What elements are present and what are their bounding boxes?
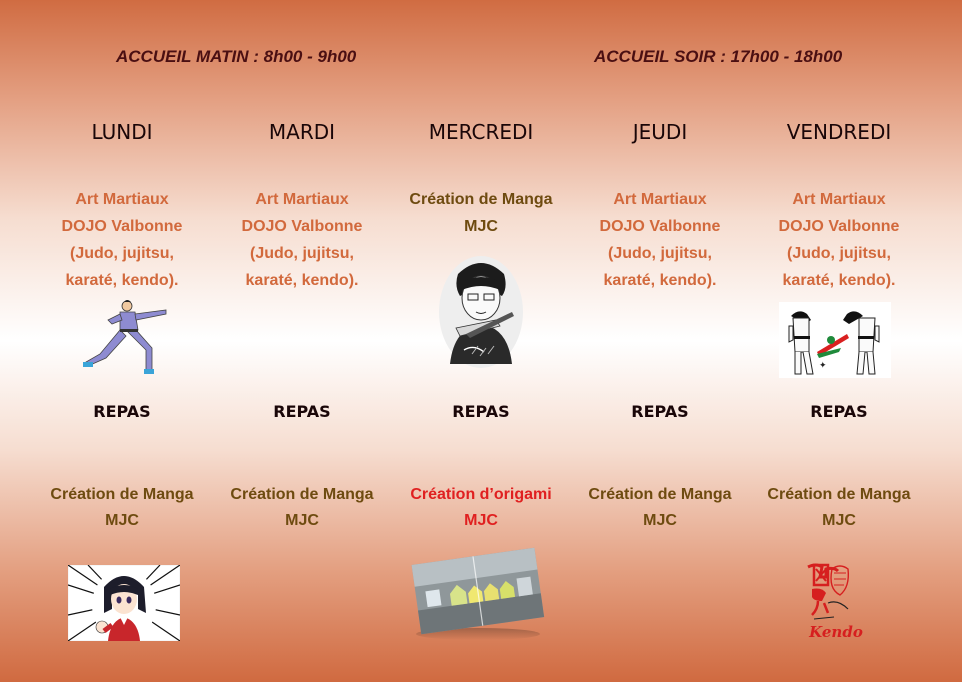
activity-line: Création de Manga <box>409 191 553 208</box>
evening-hours: ACCUEIL SOIR : 17h00 - 18h00 <box>594 47 843 66</box>
activity-line: Création de Manga <box>767 486 911 503</box>
activity-line: (Judo, jujitsu, <box>250 245 354 262</box>
manga-artist-image <box>436 254 526 372</box>
monday-morning-activity <box>32 186 212 294</box>
activity-line: Art Martiaux <box>613 191 707 208</box>
activity-line: MJC <box>643 512 677 529</box>
wednesday-afternoon-activity <box>391 482 571 534</box>
activity-line: DOJO Valbonne <box>241 218 363 235</box>
friday-morning-activity <box>749 186 929 294</box>
day-tuesday: MARDI <box>268 120 336 144</box>
activity-line: MJC <box>822 512 856 529</box>
day-wednesday: MERCREDI <box>428 120 534 144</box>
activity-line: MJC <box>464 512 498 529</box>
activity-line: Art Martiaux <box>792 191 886 208</box>
monday-meal: REPAS <box>93 402 151 421</box>
kendo-logo-image <box>794 559 878 645</box>
activity-line: MJC <box>105 512 139 529</box>
day-thursday: JEUDI <box>632 120 688 144</box>
svg-text:✦: ✦ <box>819 361 827 371</box>
manga-girl-image <box>68 565 180 641</box>
friday-afternoon-activity <box>749 482 929 534</box>
activity-line: Création de Manga <box>588 486 732 503</box>
tuesday-afternoon-activity <box>212 482 392 534</box>
activity-line: MJC <box>285 512 319 529</box>
activity-line: (Judo, jujitsu, <box>608 245 712 262</box>
origami-photo-image <box>410 546 545 642</box>
activity-line: Création de Manga <box>50 486 194 503</box>
activity-line: DOJO Valbonne <box>599 218 721 235</box>
morning-hours: ACCUEIL MATIN : 8h00 - 9h00 <box>116 47 357 66</box>
activity-line: karaté, kendo). <box>603 272 717 289</box>
wednesday-meal: REPAS <box>452 402 510 421</box>
activity-line: Art Martiaux <box>255 191 349 208</box>
activity-line: (Judo, jujitsu, <box>70 245 174 262</box>
friday-meal: REPAS <box>810 402 868 421</box>
activity-line: MJC <box>464 218 498 235</box>
activity-line: DOJO Valbonne <box>61 218 183 235</box>
activity-line: karaté, kendo). <box>65 272 179 289</box>
thursday-meal: REPAS <box>631 402 689 421</box>
tuesday-morning-activity <box>212 186 392 294</box>
thursday-afternoon-activity <box>570 482 750 534</box>
day-monday: LUNDI <box>91 120 153 144</box>
judo-bowing-image <box>779 302 891 378</box>
day-friday: VENDREDI <box>786 120 892 144</box>
kendo-logo-text: Kendo <box>809 623 863 641</box>
activity-line: Art Martiaux <box>75 191 169 208</box>
kung-fu-fighter-image <box>80 298 170 378</box>
activity-line: karaté, kendo). <box>245 272 359 289</box>
thursday-morning-activity <box>570 186 750 294</box>
wednesday-morning-activity <box>391 186 571 240</box>
activity-line: Création d’origami <box>410 486 552 503</box>
activity-line: karaté, kendo). <box>782 272 896 289</box>
tuesday-meal: REPAS <box>273 402 331 421</box>
activity-line: Création de Manga <box>230 486 374 503</box>
activity-line: (Judo, jujitsu, <box>787 245 891 262</box>
activity-line: DOJO Valbonne <box>778 218 900 235</box>
monday-afternoon-activity <box>32 482 212 534</box>
